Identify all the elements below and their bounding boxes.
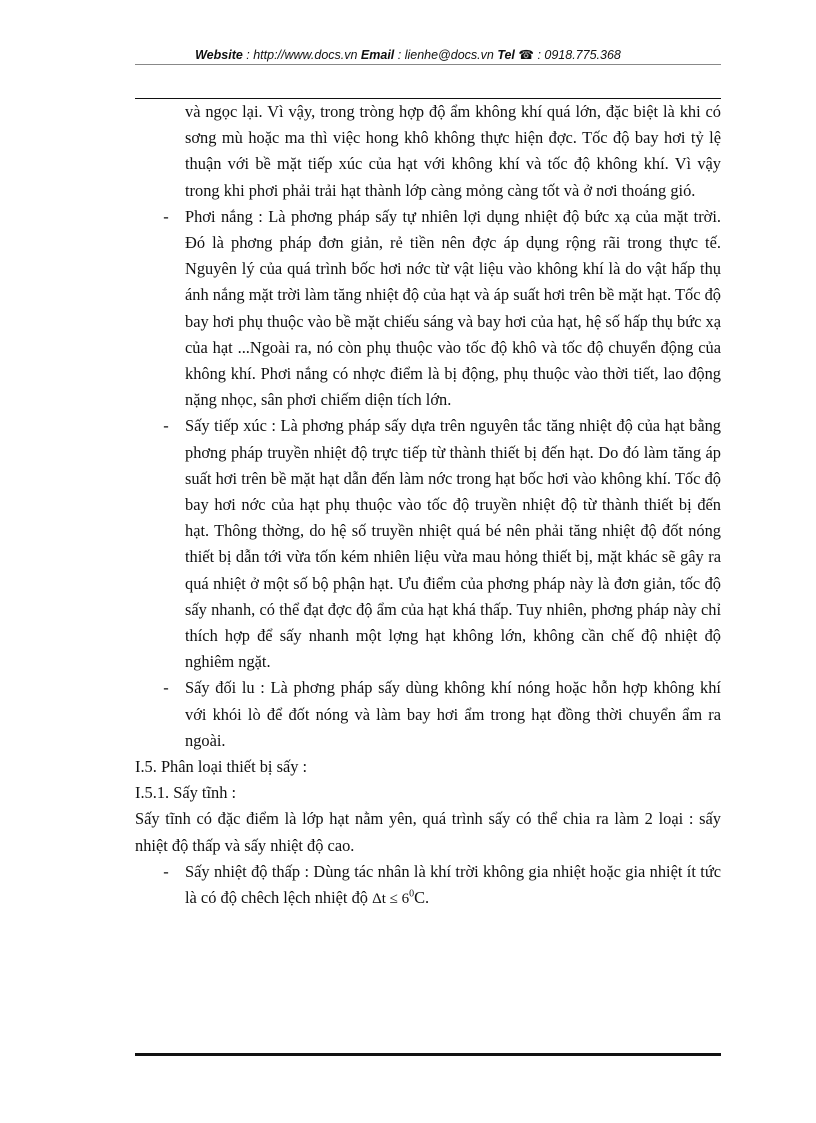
bullet-text: Sấy đối lu : Là phơng pháp sấy dùng không khí nóng hoặc hỗn hợp không khí với khói lò để đốt nóng và làm bay hơi ẩm trong hạt đồng thời chuyển ẩm ra ngoài.	[185, 678, 721, 750]
bullet-dash: -	[163, 206, 169, 226]
bullet-dash: -	[163, 678, 169, 698]
phone-icon: ☎	[518, 48, 534, 62]
bullet-dash: -	[163, 861, 169, 881]
bullet-item	[163, 859, 721, 912]
tel-value: : 0918.775.368	[533, 48, 621, 62]
website-label: Website	[195, 48, 243, 62]
bullet-text: Sấy tiếp xúc : Là phơng pháp sấy dựa trên nguyên tắc tăng nhiệt độ của hạt bằng phơng pháp truyền nhiệt độ trực tiếp từ thành thiết bị đến hạt. Do đó làm tăng áp suất hơi trên bề mặt hạt dẫn đến làm nớc trong hạt bốc hơi vào không khí. Tốc độ bay hơi nớc của hạt phụ thuộc vào tốc độ truyền nhiệt độ từ thành thiết bị đến hạt. Thông thờng, do hệ số truyền nhiệt quá bé nên phải tăng nhiệt độ đốt nóng thiết bị dẫn tới vừa tốn kém nhiên liệu vừa mau hỏng thiết bị, mặt khác sẽ gây ra quá nhiệt ở một số bộ phận hạt. Ưu điểm của phơng pháp này là đơn giản, tốc độ sấy nhanh, có thể đạt đợc độ ẩm của hạt khá thấp. Tuy nhiên, phơng pháp này chỉ thích hợp để sấy nhanh một lợng hạt không lớn, không cần chế độ nhiệt độ nghiêm ngặt.	[185, 416, 721, 672]
continuation-paragraph: và ngọc lại. Vì vậy, trong tròng hợp độ ẩm không khí quá lớn, đặc biệt là khi có sơng mù hoặc ma thì việc hong khô không thực hiện đợc. Tốc độ bay hơi tỷ lệ thuận với bề mặt tiếp xúc của hạt với không khí và tốc độ không khí. Vì vậy trong khi phơi phải trải hạt thành lớp càng mỏng càng tốt và ở nơi thoáng gió.	[185, 102, 721, 200]
bullet-dash: -	[163, 416, 169, 436]
bullet-text: Sấy nhiệt độ thấp : Dùng tác nhân là khí trời không gia nhiệt hoặc gia nhiệt ít tức là có độ chêch lệch nhiệt độ	[185, 861, 721, 908]
formula-unit: C.	[414, 888, 430, 908]
bullet-item	[163, 413, 721, 675]
page-header	[0, 47, 816, 62]
formula: Δt ≤ 6	[372, 891, 410, 908]
bullet-text: Phơi nắng : Là phơng pháp sấy tự nhiên lợi dụng nhiệt độ bức xạ của mặt trời. Đó là phơng pháp đơn giản, rẻ tiền nên đợc áp dụng rộng rãi trong thực tế. Nguyên lý của quá trình bốc hơi nớc từ vật liệu vào không khí là do vật hấp thụ ánh nắng mặt trời làm tăng nhiệt độ của hạt và áp suất hơi trên bề mặt hạt. Tốc độ bay hơi phụ thuộc vào bề mặt chiếu sáng và bay hơi của hạt, hệ số hấp thụ bức xạ của hạt ...Ngoài ra, nó còn phụ thuộc vào tốc độ khô và tốc độ chuyển động của không khí. Phơi nắng có nhợc điểm là bị động, phụ thuộc vào thời tiết, lao động nặng nhọc, sân phơi chiếm diện tích lớn.	[185, 206, 721, 410]
intro-paragraph: Sấy tĩnh có đặc điểm là lớp hạt nằm yên, quá trình sấy có thể chia ra làm 2 loại : sấy nhiệt độ thấp và sấy nhiệt độ cao.	[135, 809, 721, 855]
bullet-item	[163, 675, 721, 754]
bullet-item	[163, 204, 721, 414]
tel-label: Tel	[497, 48, 515, 62]
formula-superscript: 0	[409, 888, 415, 900]
website-value: : http://www.docs.vn	[242, 48, 361, 62]
section-heading: I.5. Phân loại thiết bị sấy :	[135, 757, 308, 777]
email-label: Email	[360, 48, 395, 62]
header-divider	[135, 64, 721, 65]
document-body	[135, 99, 721, 912]
footer-divider	[135, 1053, 721, 1056]
email-value: : lienhe@docs.vn	[394, 48, 498, 62]
subsection-heading: I.5.1. Sấy tĩnh :	[135, 783, 237, 803]
